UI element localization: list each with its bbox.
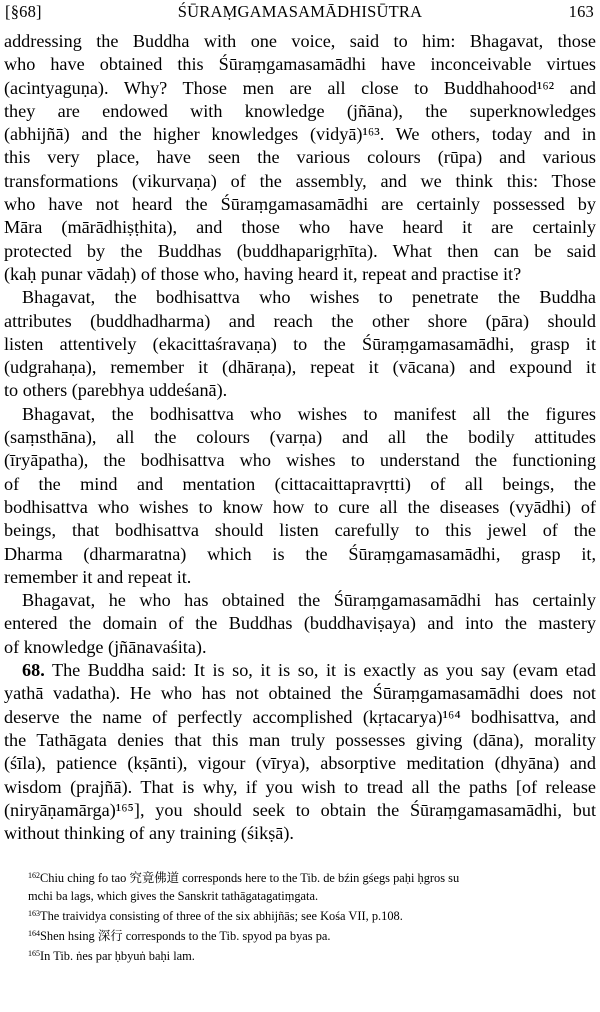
text-line: (śīla), patience (kṣānti), vigour (vīrya), absorptive meditation (dhyāna) and: [4, 753, 596, 774]
text-line: to others (parebhya uddeśanā).: [4, 380, 228, 401]
text-line: listen attentively (ekacittaśravaṇa) to the Śūraṃgamasamādhi, grasp it: [4, 333, 596, 354]
text-line: (udgrahaṇa), remember it (dhāraṇa), repeat it (vācana) and expound it: [4, 357, 596, 378]
footnote: [4, 867, 596, 905]
footnote-marker: 162: [28, 871, 40, 881]
text-line: (saṃsthāna), all the colours (varṇa) and all the bodily attitudes: [4, 427, 596, 448]
text-line: transformations (vikurvaṇa) of the assembly, and we think this: Those: [4, 170, 596, 191]
text-line: beings, that bodhisattva should listen carefully to this jewel of the: [4, 520, 596, 541]
text-line: deserve the name of perfectly accomplished (kṛtacarya)¹⁶⁴ bodhisattva, and: [4, 706, 596, 727]
text-line: of the mind and mentation (cittacaittapravṛtti) of all beings, the: [4, 473, 596, 494]
text-line: remember it and repeat it.: [4, 566, 192, 587]
text-line: this very place, have seen the various colours (rūpa) and various: [4, 147, 596, 168]
footnote-line: [4, 945, 596, 965]
text-line: Dharma (dharmaratna) which is the Śūraṃgamasamādhi, grasp it,: [4, 543, 596, 564]
text-line: yathā vadatha). He who has not obtained the Śūraṃgamasamādhi does not: [4, 683, 596, 704]
section-reference: [§68]: [5, 2, 42, 21]
footnote: [4, 905, 596, 925]
text-line: who have not heard the Śūraṃgamasamādhi are certainly possessed by: [4, 194, 596, 215]
body-text: [4, 30, 596, 845]
text-line: (niryāṇamārga)¹⁶⁵], you should seek to obtain the Śūraṃgamasamādhi, but: [4, 799, 596, 820]
text-line: Bhagavat, the bodhisattva who wishes to manifest all the figures: [22, 403, 596, 424]
footnote-line: mchi ba lags, which gives the Sanskrit tathāgatagatiṃgata.: [28, 889, 319, 904]
footnote-marker: 165: [28, 949, 40, 959]
paragraph: [4, 30, 596, 286]
section-number: 68.: [22, 660, 45, 681]
paragraph: [4, 286, 596, 402]
footnote: [4, 925, 596, 945]
text-line: wisdom (prajñā). That is why, if you wish to tread all the paths [of release: [4, 776, 596, 797]
footnote-marker: 164: [28, 929, 40, 939]
text-line: (kaḥ punar vādaḥ) of those who, having heard it, repeat and practise it?: [4, 263, 522, 284]
text-line: Bhagavat, he who has obtained the Śūraṃgamasamādhi has certainly: [22, 590, 596, 611]
text-line: without thinking of any training (śikṣā).: [4, 823, 294, 844]
footnote-text: The traividya consisting of three of the six abhijñās; see Kośa VII, p.108.: [40, 909, 403, 924]
text-line-rest: The Buddha said: It is so, it is so, it is exactly as you say (evam etad: [44, 660, 596, 681]
text-line: (acintyaguṇa). Why? Those men are all close to Buddhahood¹⁶² and: [4, 77, 596, 98]
text-line: bodhisattva who wishes to know how to cure all the diseases (vyādhi) of: [4, 496, 596, 517]
footnotes: [4, 867, 596, 965]
text-line: of knowledge (jñānavaśita).: [4, 636, 207, 657]
footnote-marker: 163: [28, 909, 40, 919]
text-line: attributes (buddhadharma) and reach the other shore (pāra) should: [4, 310, 596, 331]
page-title: ŚŪRAṂGAMASAMĀDHISŪTRA: [177, 2, 423, 21]
text-line: (abhijñā) and the higher knowledges (vidyā)¹⁶³. We others, today and in: [4, 124, 596, 145]
text-line: protected by the Buddhas (buddhaparigṛhīta). What then can be said: [4, 240, 596, 261]
text-line: the Tathāgata denies that this man truly possesses giving (dāna), morality: [4, 729, 596, 750]
text-line: Māra (mārādhiṣṭhita), and those who have heard it are certainly: [4, 217, 596, 238]
paragraph: [4, 589, 596, 659]
footnote-text: Shen hsing 深行 corresponds to the Tib. spyod pa byas pa.: [40, 929, 331, 944]
footnote-text: Chiu ching fo tao 究竟佛道 corresponds here to the Tib. de bźin gśegs paḥi ḥgros su: [40, 871, 460, 886]
text-line: entered the domain of the Buddhas (buddhaviṣaya) and into the mastery: [4, 613, 596, 634]
text-line: addressing the Buddha with one voice, said to him: Bhagavat, those: [4, 31, 596, 51]
footnote-text: In Tib. ṅes par ḥbyuṅ baḥi lam.: [40, 949, 195, 964]
footnote-line: [4, 905, 596, 925]
paragraph-section-68: [4, 659, 596, 845]
text-line: they are endowed with knowledge (jñāna), the superknowledges: [4, 100, 596, 121]
footnote-line: [4, 925, 596, 945]
running-header: [4, 2, 596, 28]
page-number: 163: [568, 2, 594, 21]
text-line: (īryāpatha), the bodhisattva who wishes to understand the functioning: [4, 450, 596, 471]
text-line: [4, 659, 596, 682]
footnote: [4, 945, 596, 965]
paragraph: [4, 403, 596, 589]
text-line: Bhagavat, the bodhisattva who wishes to penetrate the Buddha: [22, 287, 596, 308]
footnote-line: [4, 867, 596, 887]
text-line: who have obtained this Śūraṃgamasamādhi have inconceivable virtues: [4, 54, 596, 75]
